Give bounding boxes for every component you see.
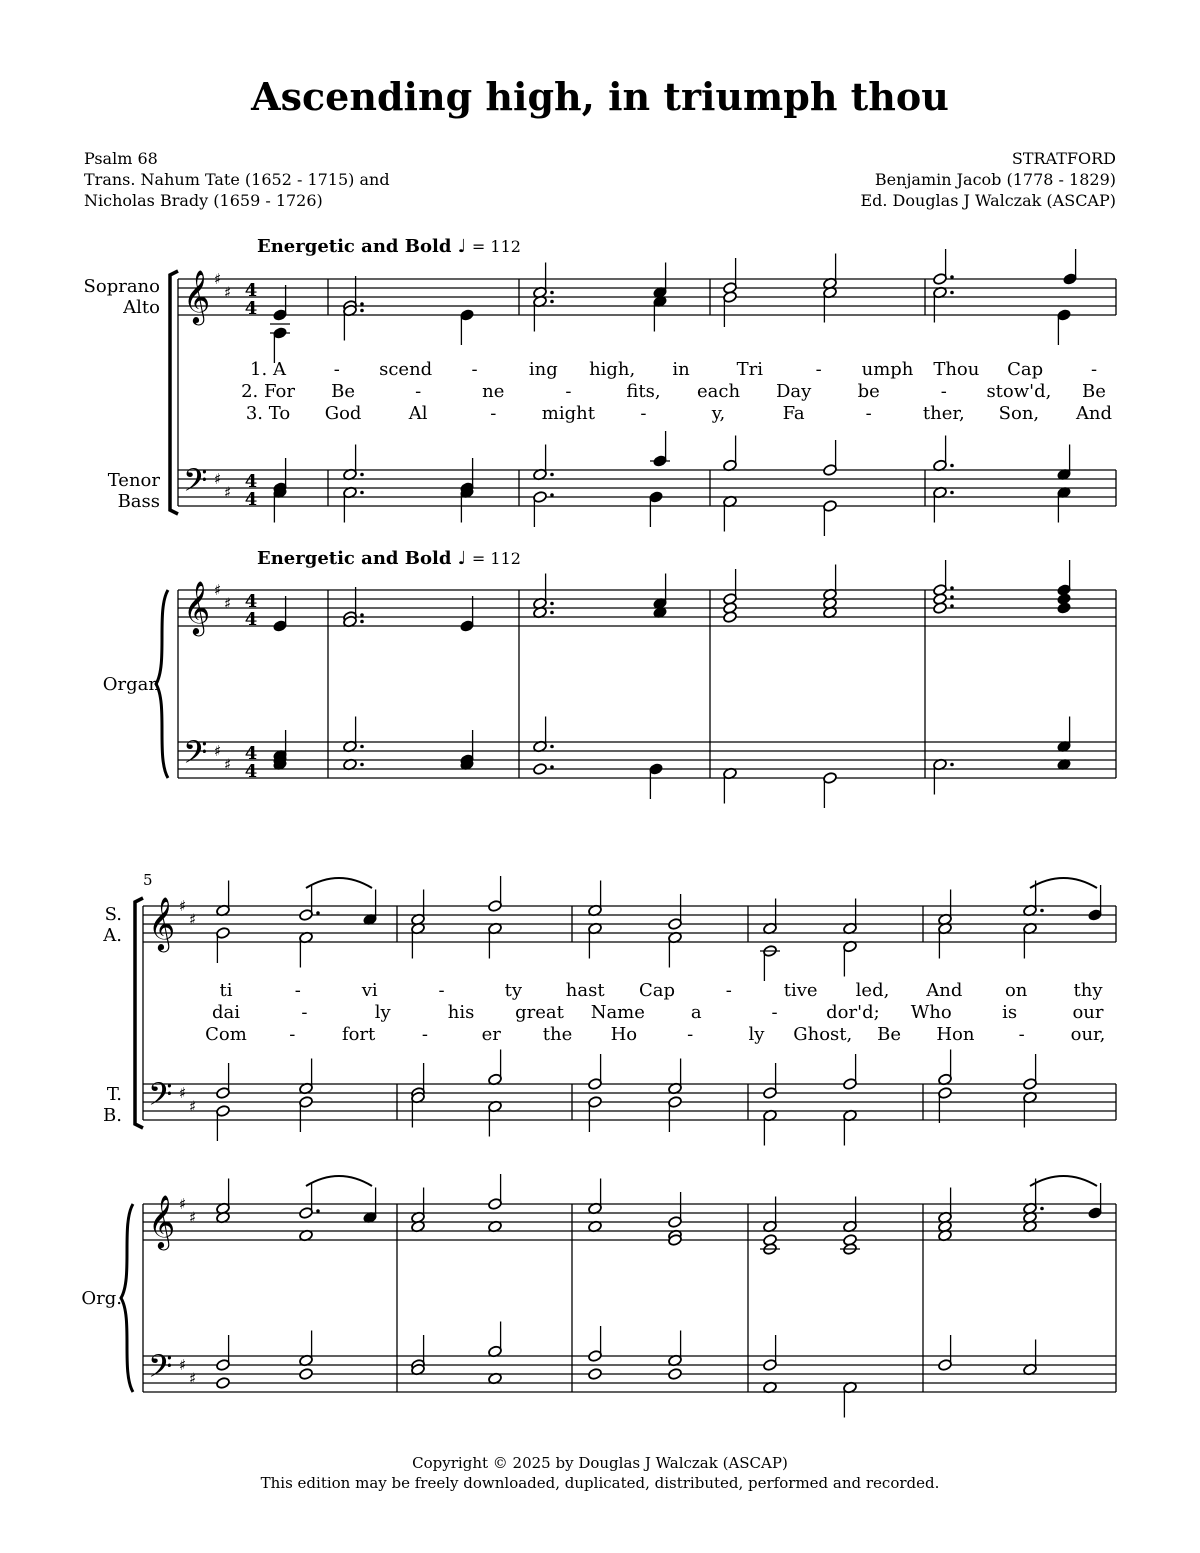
choir-note xyxy=(299,931,314,967)
dot xyxy=(316,1209,320,1213)
organ-note xyxy=(668,1368,683,1381)
editor-credit: Ed. Douglas J Walczak (ASCAP) xyxy=(860,191,1116,210)
choir-note xyxy=(938,1087,953,1123)
choir-note xyxy=(299,1059,314,1095)
choir-note xyxy=(411,1091,426,1127)
slur xyxy=(1030,878,1097,888)
lyric-syllable: And xyxy=(1075,403,1113,424)
dot xyxy=(950,491,954,495)
bass-clef-icon: 𝄢 xyxy=(148,1348,173,1392)
choir-note xyxy=(933,436,954,472)
lyric-syllable: ing xyxy=(528,359,558,380)
dot xyxy=(360,763,364,767)
lyric-syllable: is xyxy=(1002,1002,1018,1023)
choir-note xyxy=(933,486,954,522)
lyric-syllable: 1. A xyxy=(250,359,286,380)
lyric-syllable: - xyxy=(771,1002,778,1023)
lyric-syllable: - xyxy=(289,1024,296,1045)
dot xyxy=(1040,909,1044,913)
organ-note xyxy=(363,1188,378,1224)
choir-note xyxy=(533,491,554,527)
lyric-syllable: - xyxy=(490,403,497,424)
time-signature-top: 4 xyxy=(244,591,258,612)
lyric-syllable: er xyxy=(481,1024,501,1045)
choir-note xyxy=(723,291,738,327)
tune-name: STRATFORD xyxy=(1011,149,1116,168)
choir-note xyxy=(460,486,475,522)
sharp-icon: ♯ xyxy=(189,1097,197,1116)
lyric-syllable: Cap xyxy=(638,980,676,1001)
dot xyxy=(950,763,954,767)
choir-note xyxy=(363,890,378,926)
choir-note xyxy=(299,1096,314,1132)
choir-note xyxy=(823,440,838,476)
choir-note xyxy=(343,486,364,522)
dot xyxy=(316,911,320,915)
label-organ: Organ xyxy=(102,674,160,695)
time-signature-top: 4 xyxy=(244,743,258,764)
organ-note xyxy=(216,1335,231,1371)
notehead xyxy=(216,1377,231,1390)
lyric-syllable: thy xyxy=(1073,980,1103,1001)
dot xyxy=(950,604,954,608)
lyric-syllable: y, xyxy=(711,403,726,424)
dot xyxy=(360,309,364,313)
choir-note xyxy=(668,1059,683,1095)
organ-note xyxy=(933,560,954,596)
dot xyxy=(360,620,364,624)
slur xyxy=(306,878,372,888)
organ-note xyxy=(649,763,664,799)
lyric-syllable: high, xyxy=(589,359,636,380)
lyric-syllable: ther, xyxy=(922,403,965,424)
organ-note xyxy=(843,1197,858,1233)
lyric-syllable: led, xyxy=(855,980,890,1001)
choir-note xyxy=(823,500,838,536)
organ-note xyxy=(763,1197,778,1233)
lyric-syllable: fort xyxy=(341,1024,376,1045)
dot xyxy=(950,275,954,279)
choir-note xyxy=(588,881,603,917)
dot xyxy=(360,613,364,617)
lyric-syllable: ne xyxy=(482,381,505,402)
choir-bracket xyxy=(135,898,143,1128)
lyric-syllable: great xyxy=(515,1002,564,1023)
choir-note xyxy=(650,431,670,467)
lyric-syllable: the xyxy=(542,1024,573,1045)
label-bass: Bass xyxy=(117,491,160,512)
organ-note xyxy=(763,1335,778,1371)
notehead xyxy=(668,1368,683,1381)
organ-note xyxy=(823,772,838,808)
sharp-icon: ♯ xyxy=(189,1369,197,1388)
organ-note xyxy=(273,596,288,632)
organ-note xyxy=(823,565,838,601)
lyric-syllable: Com xyxy=(205,1024,247,1045)
choir-note xyxy=(938,922,953,958)
treble-clef-icon: 𝄞 xyxy=(183,269,211,323)
lyric-syllable: - xyxy=(415,381,422,402)
sharp-icon: ♯ xyxy=(179,897,187,915)
notehead xyxy=(533,763,548,776)
dot xyxy=(550,765,554,769)
choir-note xyxy=(1023,1091,1038,1127)
bass-clef-icon: 𝄢 xyxy=(183,462,208,506)
choir-note xyxy=(460,309,475,345)
bass-clef-icon: 𝄢 xyxy=(183,734,208,778)
lyric-syllable: - xyxy=(1018,1024,1025,1045)
tempo-marking: Energetic and Bold ♩ = 112 xyxy=(257,236,521,257)
lyric-syllable: might xyxy=(541,403,595,424)
lyric-syllable: - xyxy=(865,403,872,424)
organ-note xyxy=(488,1322,503,1358)
sharp-icon: ♯ xyxy=(224,594,232,613)
label-alto-short: A. xyxy=(103,925,122,946)
organ-note xyxy=(668,1331,683,1367)
lyric-syllable: Day xyxy=(775,381,812,402)
choir-note xyxy=(933,286,954,322)
choir-note xyxy=(216,927,231,963)
lyric-syllable: - xyxy=(333,359,340,380)
lyric-syllable: Hon xyxy=(936,1024,975,1045)
lyric-syllable: Cap xyxy=(1007,359,1044,380)
label-alto: Alto xyxy=(123,297,160,318)
composer-credit: Benjamin Jacob (1778 - 1829) xyxy=(874,170,1116,189)
organ-note xyxy=(723,611,738,624)
notehead xyxy=(933,602,948,615)
organ-note xyxy=(938,1188,953,1224)
notehead xyxy=(723,611,738,624)
dot xyxy=(360,491,364,495)
notehead xyxy=(588,1368,603,1381)
choir-note xyxy=(216,881,231,917)
choir-bracket xyxy=(170,271,178,514)
choir-note xyxy=(216,1105,231,1141)
lyric-syllable: a xyxy=(690,1002,702,1023)
organ-note xyxy=(1088,1183,1103,1219)
lyric-syllable: - xyxy=(640,403,647,424)
choir-note xyxy=(1057,309,1072,345)
lyric-syllable: be xyxy=(857,381,880,402)
choir-note xyxy=(411,922,426,958)
lyric-syllable: - xyxy=(815,359,822,380)
choir-note xyxy=(723,258,738,294)
lyric-syllable: Name xyxy=(590,1002,645,1023)
lyric-syllable: Fa xyxy=(782,403,805,424)
organ-note xyxy=(840,1243,860,1256)
lyric-syllable: - xyxy=(301,1002,308,1023)
choir-note xyxy=(653,295,668,331)
slur xyxy=(1030,1176,1097,1186)
staff-organ-left xyxy=(178,742,1116,778)
organ-note xyxy=(460,596,475,632)
sharp-icon: ♯ xyxy=(214,270,222,288)
choir-note xyxy=(488,922,503,958)
choir-note xyxy=(843,1054,858,1090)
sharp-icon: ♯ xyxy=(214,742,222,760)
time-signature-bottom: 4 xyxy=(244,609,258,630)
dot xyxy=(950,291,954,295)
lyric-syllable: our, xyxy=(1070,1024,1106,1045)
lyric-syllable: - xyxy=(565,381,572,402)
dot xyxy=(550,291,554,295)
organ-note xyxy=(1057,717,1072,753)
staff-organ-right xyxy=(143,1204,1116,1240)
label-bass-short: B. xyxy=(103,1105,122,1126)
choir-note xyxy=(1057,445,1072,481)
sharp-icon: ♯ xyxy=(214,581,222,599)
organ-brace xyxy=(121,1204,133,1392)
lyric-syllable: stow'd, xyxy=(986,381,1052,402)
dot xyxy=(950,586,954,590)
sharp-icon: ♯ xyxy=(179,1356,187,1374)
choir-note xyxy=(763,1063,778,1099)
dot xyxy=(950,595,954,599)
sharp-icon: ♯ xyxy=(179,1084,187,1102)
staff-soprano-alto xyxy=(143,906,1116,942)
choir-note xyxy=(343,445,364,481)
lyric-syllable: dor'd; xyxy=(826,1002,880,1023)
slur xyxy=(306,1176,372,1186)
lyric-syllable: vi xyxy=(361,980,378,1001)
choir-note xyxy=(588,1054,603,1090)
lyric-syllable: Be xyxy=(331,381,356,402)
organ-note xyxy=(588,1368,603,1381)
choir-note xyxy=(723,495,738,531)
sharp-icon: ♯ xyxy=(189,1208,197,1227)
organ-note xyxy=(411,1188,426,1224)
dot xyxy=(550,602,554,606)
lyric-syllable: Be xyxy=(877,1024,902,1045)
lyric-syllable: fits, xyxy=(626,381,661,402)
lyric-syllable: God xyxy=(324,403,362,424)
staff-organ-right xyxy=(178,590,1116,626)
dot xyxy=(1040,1207,1044,1211)
lyric-syllable: Son, xyxy=(998,403,1040,424)
choir-note xyxy=(763,1109,778,1145)
choir-note xyxy=(843,940,858,976)
lyric-syllable: tive xyxy=(783,980,818,1001)
organ-note xyxy=(588,1179,603,1215)
choir-note xyxy=(533,445,554,481)
organ-note xyxy=(843,1381,858,1417)
choir-note xyxy=(533,263,554,299)
lyric-syllable: - xyxy=(294,980,301,1001)
label-tenor: Tenor xyxy=(107,470,160,491)
organ-note xyxy=(299,1183,320,1219)
time-signature-bottom: 4 xyxy=(244,489,258,510)
choir-note xyxy=(823,254,838,290)
organ-note xyxy=(1023,1340,1038,1376)
psalm-reference: Psalm 68 xyxy=(84,149,158,168)
organ-note xyxy=(653,574,668,610)
organ-note xyxy=(488,1174,503,1210)
organ-note xyxy=(588,1326,603,1362)
lyric-syllable: Ghost, xyxy=(793,1024,853,1045)
treble-clef-icon: 𝄞 xyxy=(183,580,211,634)
page-title: Ascending high, in triumph thou xyxy=(251,74,949,119)
choir-note xyxy=(763,899,778,935)
treble-clef-icon: 𝄞 xyxy=(148,1194,176,1248)
organ-note xyxy=(760,1243,780,1256)
sharp-icon: ♯ xyxy=(224,755,232,774)
choir-note xyxy=(273,486,288,522)
lyric-syllable: in xyxy=(672,359,690,380)
choir-note xyxy=(588,1096,603,1132)
lyric-syllable: ly xyxy=(374,1002,391,1023)
sharp-icon: ♯ xyxy=(179,1195,187,1213)
organ-note xyxy=(1057,602,1072,615)
dot xyxy=(550,473,554,477)
staff-tenor-bass xyxy=(178,470,1116,506)
staff-soprano-alto xyxy=(178,279,1116,315)
choir-note xyxy=(270,324,290,363)
choir-note xyxy=(588,922,603,958)
lyric-syllable: Who xyxy=(910,1002,952,1023)
dot xyxy=(550,611,554,615)
lyric-syllable: And xyxy=(926,980,963,1001)
lyric-syllable: dai xyxy=(211,1002,241,1023)
organ-note xyxy=(1057,560,1072,596)
lyric-syllable: - xyxy=(1090,359,1098,380)
lyric-syllable: Tri xyxy=(736,359,764,380)
choir-note xyxy=(1063,249,1078,285)
staff-organ-left xyxy=(143,1356,1116,1392)
lyric-syllable: - xyxy=(421,1024,428,1045)
choir-note xyxy=(488,876,503,912)
lyric-syllable: 3. To xyxy=(245,403,291,424)
choir-note xyxy=(216,1063,231,1099)
lyric-syllable: his xyxy=(447,1002,475,1023)
lyric-syllable: - xyxy=(687,1024,694,1045)
lyric-syllable: ty xyxy=(504,980,523,1001)
label-tenor-short: T. xyxy=(106,1084,122,1105)
lyric-syllable: hast xyxy=(565,980,605,1001)
choir-note xyxy=(843,899,858,935)
lyric-syllable: Ho xyxy=(610,1024,638,1045)
notehead xyxy=(1057,602,1072,615)
lyric-syllable: 2. For xyxy=(241,381,295,402)
dot xyxy=(950,464,954,468)
organ-note xyxy=(938,1335,953,1371)
label-soprano-short: S. xyxy=(104,904,122,925)
label-organ-short: Org. xyxy=(81,1288,122,1309)
lyric-syllable: our xyxy=(1072,1002,1104,1023)
choir-note xyxy=(823,286,838,322)
notehead xyxy=(299,1368,314,1381)
choir-note xyxy=(1057,486,1072,522)
sharp-icon: ♯ xyxy=(189,910,197,929)
dot xyxy=(550,493,554,497)
choir-note xyxy=(533,295,554,331)
license-line: This edition may be freely downloaded, duplicated, distributed, performed and recorded. xyxy=(260,1474,940,1492)
sharp-icon: ♯ xyxy=(214,470,222,488)
bass-clef-icon: 𝄢 xyxy=(148,1076,173,1120)
lyric-syllable: ti xyxy=(219,980,233,1001)
lyric-syllable: on xyxy=(1004,980,1028,1001)
choir-note xyxy=(1088,885,1103,921)
organ-note xyxy=(723,569,738,605)
lyric-syllable: - xyxy=(725,980,732,1001)
choir-note xyxy=(653,263,668,299)
organ-note xyxy=(533,574,554,610)
choir-note xyxy=(938,1050,953,1086)
dot xyxy=(550,745,554,749)
time-signature-bottom: 4 xyxy=(244,298,258,319)
organ-note xyxy=(216,1179,231,1215)
lyric-syllable: Thou xyxy=(933,359,980,380)
choir-note xyxy=(411,890,426,926)
dot xyxy=(550,300,554,304)
tempo-marking: Energetic and Bold ♩ = 112 xyxy=(257,548,521,569)
copyright-line: Copyright © 2025 by Douglas J Walczak (ASCAP) xyxy=(412,1454,788,1472)
organ-note xyxy=(343,717,364,753)
organ-note xyxy=(533,717,554,753)
lyric-syllable: - xyxy=(940,381,947,402)
lyric-syllable: scend xyxy=(379,359,433,380)
dot xyxy=(360,473,364,477)
lyric-syllable: - xyxy=(471,359,478,380)
translator-credit-2: Nicholas Brady (1659 - 1726) xyxy=(84,191,323,210)
label-soprano: Soprano xyxy=(83,276,160,297)
choir-note xyxy=(273,285,288,321)
choir-note xyxy=(933,249,954,285)
lyric-syllable: umph xyxy=(861,359,914,380)
copyright-footer xyxy=(0,1453,1200,1493)
organ-note xyxy=(216,1377,231,1390)
lyric-syllable: each xyxy=(697,381,741,402)
time-signature-top: 4 xyxy=(244,471,258,492)
choir-note xyxy=(488,1100,503,1136)
choir-note xyxy=(668,1096,683,1132)
choir-note xyxy=(938,890,953,926)
treble-clef-icon: 𝄞 xyxy=(148,896,176,950)
time-signature-bottom: 4 xyxy=(244,761,258,782)
choir-note xyxy=(760,945,780,981)
organ-note xyxy=(668,1192,683,1228)
dot xyxy=(360,302,364,306)
organ-note xyxy=(299,1331,314,1367)
lyric-syllable: ly xyxy=(748,1024,765,1045)
choir-note xyxy=(1023,922,1038,958)
lyric-syllable: - xyxy=(438,980,445,1001)
lyric-syllable: Al xyxy=(408,403,428,424)
choir-note xyxy=(843,1109,858,1145)
choir-note xyxy=(649,491,664,527)
staff-tenor-bass xyxy=(143,1084,1116,1120)
lyric-syllable: Be xyxy=(1082,381,1106,402)
choir-note xyxy=(668,931,683,967)
time-signature-top: 4 xyxy=(244,280,258,301)
choir-note xyxy=(299,885,320,921)
choir-note xyxy=(343,304,364,340)
choir-note xyxy=(723,436,738,472)
choir-note xyxy=(488,1050,503,1086)
organ-note xyxy=(723,767,738,803)
choir-note xyxy=(1023,1054,1038,1090)
choir-note xyxy=(668,894,683,930)
organ-note xyxy=(299,1368,314,1381)
translator-credit: Trans. Nahum Tate (1652 - 1715) and xyxy=(84,170,390,189)
bar-number: 5 xyxy=(143,871,153,889)
organ-note xyxy=(933,758,954,794)
sharp-icon: ♯ xyxy=(224,483,232,502)
dot xyxy=(360,745,364,749)
sharp-icon: ♯ xyxy=(224,283,232,302)
